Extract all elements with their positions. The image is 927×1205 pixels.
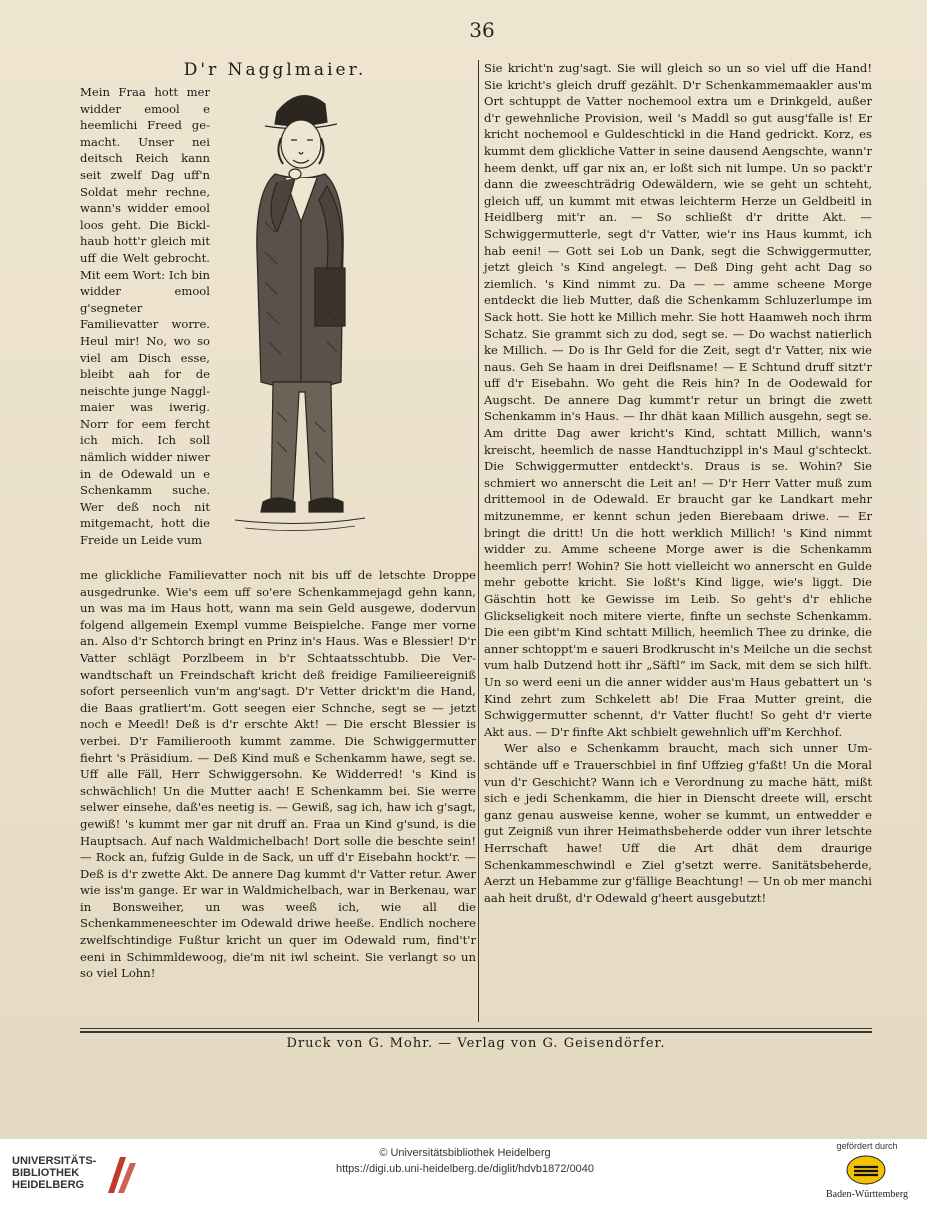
imprint-line: Druck von G. Mohr. — Verlag von G. Geisendörfer. xyxy=(286,1036,666,1051)
illustration-man-with-hat xyxy=(215,82,385,552)
funded-by-label: gefördert durch xyxy=(836,1141,898,1151)
baden-wuerttemberg-crest-icon[interactable] xyxy=(846,1155,886,1185)
text-column-right xyxy=(484,60,872,906)
page-number: 36 xyxy=(469,18,495,42)
text-column-left-narrow xyxy=(80,84,210,549)
paragraph: Mein Fraa hott mer widder emool e heemlichi Freed gemacht. Unser nei deitsch Reich kann seit zwelf Dag uff'n Soldat mehr rechne, wann's widder emool loos geht. Die Bicklhaub hott'r gleich mit uff die Welt gebrocht. Mit eem Wort: Ich bin widder emool g'segneter Familievatter worre. Heul mir! No, wo so viel am Disch esse, bleibt aah for de neischte junge Nagglmaier was iwerig. Norr for eem fercht ich mich. Ich soll nämlich widder niwer in de Odewald un e Schenkamm suche. Wer deß noch nit mitgemacht, hott die Freide un Leide vum xyxy=(80,85,210,548)
paragraph: me glickliche Familievatter noch nit bis uff de letschte Droppe ausgedrunke. Wie's eem uff so'ere Schenkammejagd gehn kann, un was ma im Haus hott, wann ma sein Geld ausgewe, dodervun folgend allgemein Exempl vumme Beispielche. Fange mer vorne an. Also d'r Schtorch bringt en Prinz in's Haus. Was e Blessier! D'r Vatter schlägt Porzlbeem in b'r Schtaatsschtubb. Die Verwandtschaft un Freindschaft kricht deß freidige Familieereigniß sofort perseenlich vun'm ang'sagt. D'r Vetter drickt'm die Hand, die Baas gratliert'm. Gott seegen eier Schnche, segt se — jetzt noch e Meedl! Deß is d'r erschte Akt! — Die erscht Blessier is verbei. D'r Familierooth kummt zamme. Die Schwiggermutter fiehrt 's Präsidium. — Deß Kind muß e Schenkamm hawe, segt se. Uff alle Fäll, Herr Schwiggersohn. Ke Widderred! 's Kind is schwächlich! Un die Mutter aach! E Schenkamm bei. Sie werre selwer einsehe, daß'es neetig is. — Gewiß, sag ich, haw ich g'sagt, gewiß! 's kummt mer gar nit druff an. Fraa un Kind g'sund, is die Hauptsach. Auf nach Waldmichelbach! Dort solle die beschte sein! — Rock an, fufzig Gulde in de Sack, un uff d'r Eisebahn hockt'r. — Deß is d'r zwette Akt. De annere Dag kummt d'r Vatter retur. Awer wie iss'm gange. Er war in Waldmichelbach, war in Berkenau, war in Bonsweiher, un was weeß ich, wie all die Schenkammeneeschter im Odewald driwe heeße. Endlich nochere zwelfschtindige Fußtur kricht un quer im Odewald rum, find't'r eeni in Schimmldewoog, die'm nit iwl scheint. Sie verlangt so un so viel Lohn! xyxy=(80,568,476,981)
copyright-notice: © Universitätsbibliothek Heidelberg xyxy=(379,1147,551,1159)
article-title: D'r Nagglmaier. xyxy=(183,60,367,80)
permalink[interactable]: https://digi.ub.uni-heidelberg.de/diglit/hdvb1872/0040 xyxy=(335,1163,595,1175)
horizontal-rule xyxy=(80,1031,872,1033)
horizontal-rule xyxy=(80,1028,872,1029)
library-name: UNIVERSITÄTS- BIBLIOTHEK HEIDELBERG xyxy=(12,1155,97,1191)
viewer-footer xyxy=(0,1138,927,1205)
library-mark-icon xyxy=(104,1153,144,1197)
paragraph: Sie kricht'n zug'sagt. Sie will gleich so un so viel uff die Hand! Sie kricht's gleich druff gezählt. D'r Schenkammemaakler aus'm Ort schtuppt de Vatter nochemool extra um e Drinkgeld, außer d'r gewehnliche Provision, weil 's Maddl so gut ausg'falle is! Er kricht nochemool e Guldeschtickl in die Hand gedrickt. Korz, es kummt dem glickliche Vatter in seine dausend Aengschte, wann'r heem denkt, uff gar nix an, er loßt sich nit lumpe. Un so packt'r dann die zweeschträdrig Odewäldern, wie se geht un schteht, gleich uff, un kummt mit etwas leichterm Herze un Geldbeitl in Heidlberg mit'r an. — So schließt d'r dritte Akt. — Schwiggermutterle, segt d'r Vatter, wie'r ins Haus kummt, ich hab eeni! — Gott sei Lob un Dank, segt die Schwiggermutter, jetzt gleich 's Kind angelegt. — Deß Ding geht acht Dag so ziemlich. 's Kind nimmt zu. Da — — amme scheene Morge entdeckt die lieb Mutter, daß die Schenkamm Schluzerlumpe im Sack hott. Sie hott ke Millich mehr. Sie hott Haamweh noch ihrm Schatz. Sie grammt sich zu dod, segt se. — Do wachst natierlich ke Millich. — Do is Ihr Geld for die Zeit, segt d'r Vatter, nix wie naus. Geh Se haam in drei Deiflsname! — E Schtund druff sitzt'r uff d'r Eisebahn. Wo geht die Reis hin? In de Oodewald for Augscht. De annere Dag kummt'r retur un bringt die zwett Schenkamm in's Haus. — Ihr dhät kaan Millich ausgehn, segt se. Am dritte Dag awer kricht's Kind, schtatt Millich, wann's kreischt, heemlich de nasse Handtuchzippl in's Maul g'schteckt. Die Schwiggermutter entdeckt's. Draus is se. Wohin? Sie schmiert wo annerscht die Leit an! — D'r Herr Vatter muß zum drittemool in de Odewald. Er braucht gar ke Landkart mehr mitzunemme, er kennt schun jeden Bierebaam driwe. — Er bringt die dritt! Un die hott werklich Millich! 's Kind nimmt widder zu. Amme scheene Morge awer is die Schenkamm heemlich perr! Wohin? Sie hott vielleicht wo annerscht en Gulde mehr gebotte kricht. Sie loßt's Kind ligge, wie's liggt. Die Gäschtin hott ke Gewisse im Leib. So geht's d'r ehliche Glickseligkeit noch mitere vierte, finfte un sechste Schenkamm. Die een gibt'm Kind schtatt Millich, heemlich Thee zu drinke, die anner schtoppt'm e saueri Brodkruscht in's Meilche un die sechst vum halb Dutzend hott ihr „Säftl“ im Sack, mit dem se sich hilft. Un so werd eeni un die anner widder aus'm Haus gebattert un 's Kind zehrt zum Schkelett ab! Die Fraa Mutter greint, die Schwiggermutter schennt, d'r Vatter flucht! So geht d'r vierte Akt aus. — D'r finfte Akt schbielt gewehnlich uff'm Kerchhof. xyxy=(484,61,872,739)
paragraph: Wer also e Schenkamm braucht, mach sich unner Umschtände uff e Trauerschbiel in finf Uffzieg g'faßt! Un die Moral vun d'r Geschicht? Wann ich e Verordnung zu mache hätt, mißt sich e jedi Schenkamm, die hier in Dienscht dreete will, erscht ganz genau ausweise kenne, woher se kummt, un entwedder e gut Zeigniß vun ihrer Heimathsbeherde odder vun ihrer letschte Herrschaft hawe! Uff die Art dhät dem draurige Schenkammeschwindl e Ziel g'setzt werre. Sanitätsbeherde, Aerzt un Hebamme zur g'fällige Beachtung! — Un ob mer manchi aah heit drußt, d'r Odewald g'heert ausgebutzt! xyxy=(484,741,872,905)
funder-name: Baden-Württemberg xyxy=(825,1189,908,1200)
text-column-left-wide xyxy=(80,567,476,982)
library-logo[interactable] xyxy=(12,1153,152,1197)
column-divider xyxy=(478,60,479,1022)
